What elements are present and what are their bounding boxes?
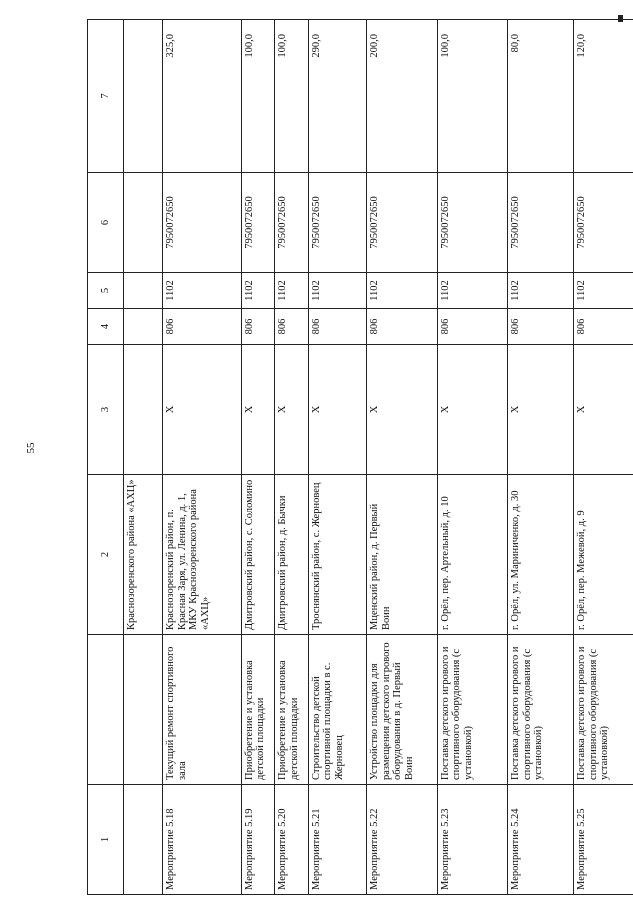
mark-cell: Х (574, 345, 633, 475)
address-cell: Троснянский район, с. Жерновец (308, 475, 366, 635)
amount-cell: 120,0 (574, 20, 633, 173)
address-cell: г. Орёл, ул. Мариниченко, д. 30 (508, 475, 574, 635)
code-cell: 7950072650 (275, 173, 309, 273)
code-cell: 7950072650 (241, 173, 275, 273)
header-cell: 4 (88, 309, 124, 345)
header-row (88, 20, 124, 895)
address-cell: г. Орёл, пер. Межевой, д. 9 (574, 475, 633, 635)
address-cell: г. Орёл, пер. Артельный, д. 10 (437, 475, 508, 635)
code-cell: 7950072650 (437, 173, 508, 273)
event-cell: Мероприятие 5.20 (275, 785, 309, 895)
address-cell: Дмитровский район, д. Бычки (275, 475, 309, 635)
code-cell: 806 (367, 309, 438, 345)
table-body (163, 20, 633, 895)
mark-cell: Х (308, 345, 366, 475)
event-cell: Мероприятие 5.24 (508, 785, 574, 895)
event-cell: Мероприятие 5.22 (367, 785, 438, 895)
amount-cell: 325,0 (163, 20, 241, 173)
address-cell: Дмитровский район, с. Соломино (241, 475, 275, 635)
amount-cell: 100,0 (437, 20, 508, 173)
description-cell: Текущий ремонт спортивного зала (163, 635, 241, 785)
code-cell: 1102 (437, 273, 508, 309)
code-cell: 806 (275, 309, 309, 345)
event-cell: Мероприятие 5.25 (574, 785, 633, 895)
header-cell: 6 (88, 173, 124, 273)
code-cell: 7950072650 (308, 173, 366, 273)
table-row (367, 20, 438, 895)
code-cell: 1102 (367, 273, 438, 309)
table-row (508, 20, 574, 895)
header-cell: 3 (88, 345, 124, 475)
code-cell: 1102 (241, 273, 275, 309)
amount-cell: 290,0 (308, 20, 366, 173)
code-cell: 1102 (163, 273, 241, 309)
code-cell: 1102 (308, 273, 366, 309)
table-row (275, 20, 309, 895)
table-row (241, 20, 275, 895)
code-cell: 1102 (574, 273, 633, 309)
description-cell: Приобретение и установка детской площадки (275, 635, 309, 785)
event-cell: Мероприятие 5.19 (241, 785, 275, 895)
continuation-row (123, 20, 162, 895)
header-cell: 1 (88, 785, 124, 895)
table-row (163, 20, 241, 895)
code-cell: 806 (508, 309, 574, 345)
header-cell: 5 (88, 273, 124, 309)
table-row (574, 20, 633, 895)
page-number: 55 (25, 442, 37, 454)
budget-table (87, 19, 633, 895)
code-cell: 806 (163, 309, 241, 345)
table-row (308, 20, 366, 895)
code-cell: 1102 (275, 273, 309, 309)
mark-cell: Х (241, 345, 275, 475)
mark-cell: Х (275, 345, 309, 475)
description-cell: Приобретение и установка детской площадки (241, 635, 275, 785)
event-cell: Мероприятие 5.23 (437, 785, 508, 895)
header-cell (88, 635, 124, 785)
mark-cell: Х (437, 345, 508, 475)
code-cell: 1102 (508, 273, 574, 309)
code-cell: 806 (574, 309, 633, 345)
header-cell: 7 (88, 20, 124, 173)
description-cell: Устройство площадки для размещения детского игрового оборудования в д. Первый Воин (367, 635, 438, 785)
address-cell: Краснозоренский район, п. Красная Заря, ул. Ленина, д. 1, МКУ Краснозоренского района «АХЦ» (163, 475, 241, 635)
code-cell: 7950072650 (508, 173, 574, 273)
continuation-text: Краснозоренского района «АХЦ» (123, 475, 162, 635)
address-cell: Мценский район, д. Первый Воин (367, 475, 438, 635)
description-cell: Поставка детского игрового и спортивного оборудования (с установкой) (574, 635, 633, 785)
amount-cell: 200,0 (367, 20, 438, 173)
amount-cell: 100,0 (241, 20, 275, 173)
event-cell: Мероприятие 5.21 (308, 785, 366, 895)
code-cell: 806 (241, 309, 275, 345)
description-cell: Строительство детской спортивной площадки в с. Жерновец (308, 635, 366, 785)
header-cell: 2 (88, 475, 124, 635)
code-cell: 7950072650 (163, 173, 241, 273)
code-cell: 7950072650 (367, 173, 438, 273)
mark-cell: Х (163, 345, 241, 475)
amount-cell: 100,0 (275, 20, 309, 173)
description-cell: Поставка детского игрового и спортивного оборудования (с установкой) (508, 635, 574, 785)
table-row (437, 20, 508, 895)
description-cell: Поставка детского игрового и спортивного оборудования (с установкой) (437, 635, 508, 785)
amount-cell: 80,0 (508, 20, 574, 173)
event-cell: Мероприятие 5.18 (163, 785, 241, 895)
mark-cell: Х (508, 345, 574, 475)
code-cell: 7950072650 (574, 173, 633, 273)
code-cell: 806 (308, 309, 366, 345)
rotated-table-wrapper (87, 20, 633, 895)
code-cell: 806 (437, 309, 508, 345)
mark-cell: Х (367, 345, 438, 475)
